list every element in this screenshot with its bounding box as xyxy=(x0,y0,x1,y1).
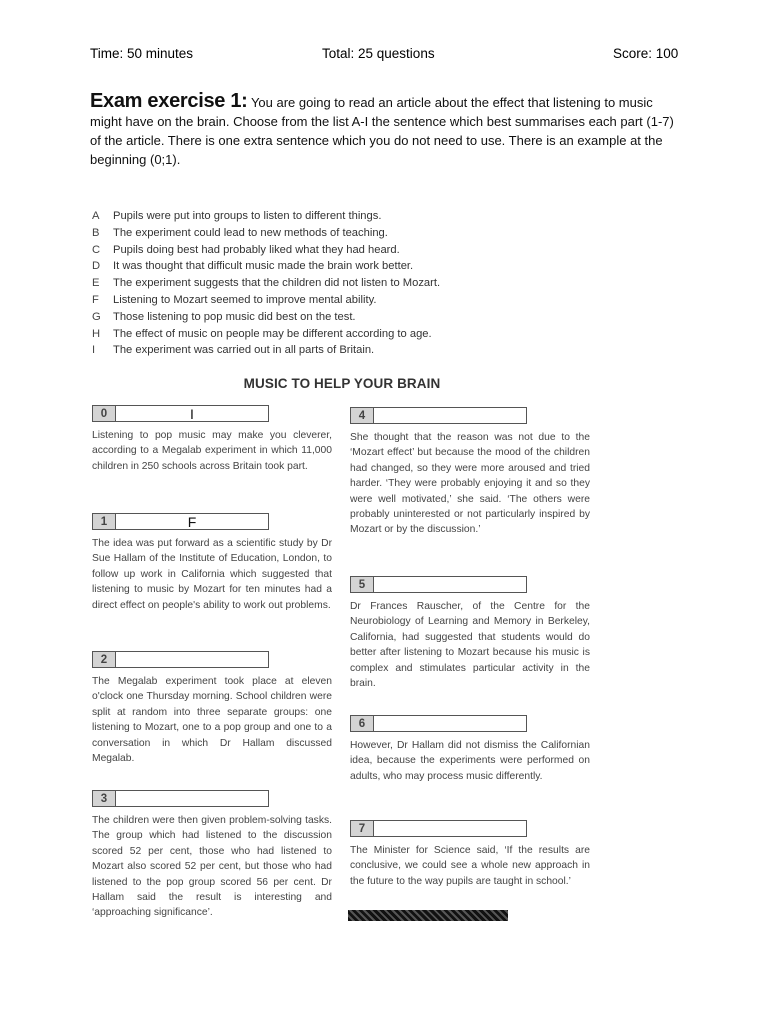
option-text: The experiment was carried out in all parts of Britain. xyxy=(113,344,375,357)
answer-value xyxy=(116,791,268,806)
article-title: MUSIC TO HELP YOUR BRAIN xyxy=(243,376,441,391)
answer-value: F xyxy=(187,513,197,530)
exercise-title: Exam exercise 1: xyxy=(90,90,248,112)
answer-value xyxy=(116,652,268,667)
option-letter: B xyxy=(92,226,100,239)
option-letter: A xyxy=(92,210,100,222)
option-text: Pupils doing best had probably liked what they had heard. xyxy=(113,243,400,256)
option-item xyxy=(92,258,512,275)
option-item xyxy=(92,225,512,242)
option-item xyxy=(92,309,512,326)
article-section-7 xyxy=(350,820,590,889)
section-number: 4 xyxy=(351,408,374,423)
question-total: Total: 25 questions xyxy=(322,46,435,61)
option-item xyxy=(92,208,512,225)
section-text: The Megalab experiment took place at eleven o'clock one Thursday morning. School children were split at random into three separate groups: one listening to Mozart, one to a pop group and one to a conversation in which Dr Hallam discussed Megalab. xyxy=(92,676,332,765)
answer-box[interactable] xyxy=(350,407,527,424)
option-letter: H xyxy=(92,327,101,340)
score-total: Score: 100 xyxy=(613,46,679,61)
section-number: 0 xyxy=(93,406,116,421)
answer-box[interactable] xyxy=(350,820,527,837)
answer-value xyxy=(374,716,526,731)
option-text: Those listening to pop music did best on the test. xyxy=(113,310,356,323)
section-number: 1 xyxy=(93,514,116,529)
section-text: She thought that the reason was not due to the ‘Mozart effect’ but because the mood of the children had changed, so they were more aroused and tried harder. ‘They were probably enjoying it and so they were well motivated,’ she said. ‘The others were probably uninterested or not particularly inspired by Mozart or by the discussion.’ xyxy=(350,432,590,536)
option-letter: C xyxy=(92,243,101,256)
answer-box[interactable] xyxy=(350,715,527,732)
option-letter: D xyxy=(92,260,101,273)
section-text: The Minister for Science said, ‘If the results are conclusive, we could see a whole new approach in the future to the way pupils are taught in school.’ xyxy=(350,845,590,887)
section-number: 5 xyxy=(351,577,374,592)
option-text: The effect of music on people may be different according to age. xyxy=(113,327,432,340)
answer-value xyxy=(374,577,526,592)
section-number: 3 xyxy=(93,791,116,806)
option-letter: G xyxy=(92,310,101,323)
answer-value: I xyxy=(190,405,194,422)
option-letter: F xyxy=(92,293,99,306)
instructions-text: You are going to read an article about the effect that listening to music might have on the brain. Choose from the list A-I the sentence which best summarises each part (1-7) of the article. There is one extra sentence which you do not need to use. There is an example at the beginning (0;1). xyxy=(90,95,674,167)
article-section-4 xyxy=(350,407,590,538)
exercise-instructions xyxy=(90,92,680,169)
answer-box[interactable] xyxy=(92,651,269,668)
answer-box[interactable] xyxy=(92,513,269,530)
option-item xyxy=(92,342,512,359)
article-section-1 xyxy=(92,513,332,613)
section-text: Listening to pop music may make you cleverer, according to a Megalab experiment in which 11,000 children in 250 schools across Britain took part. xyxy=(92,430,332,472)
option-text: It was thought that difficult music made the brain work better. xyxy=(113,260,414,273)
section-text: The idea was put forward as a scientific study by Dr Sue Hallam of the Institute of Education, London, to follow up work in California which suggested that listening to music by Mozart for ten minutes had a direct effect on people's ability to work out problems. xyxy=(92,538,332,611)
answer-box[interactable] xyxy=(92,405,269,422)
redaction-mark xyxy=(348,910,508,921)
option-text: Listening to Mozart seemed to improve mental ability. xyxy=(113,293,377,306)
option-item xyxy=(92,242,512,259)
article-section-2 xyxy=(92,651,332,766)
option-item xyxy=(92,275,512,292)
answer-value xyxy=(374,821,526,836)
article-section-3 xyxy=(92,790,332,921)
answer-box[interactable] xyxy=(92,790,269,807)
option-letter: I xyxy=(92,344,96,357)
time-limit: Time: 50 minutes xyxy=(90,46,194,61)
option-letter: E xyxy=(92,277,100,290)
section-number: 6 xyxy=(351,716,374,731)
article-section-0 xyxy=(92,405,332,474)
option-item xyxy=(92,326,512,343)
section-text: However, Dr Hallam did not dismiss the Californian idea, because the experiments were performed on adults, who may process music differently. xyxy=(350,740,590,782)
section-text: The children were then given problem-solving tasks. The group which had listened to the discussion scored 52 per cent, those who had listened to Mozart also scored 52 per cent, but those who had listened to the pop group scored 56 per cent. Dr Hallam said the result is interesting and ‘approaching significance’. xyxy=(92,815,332,919)
option-text: Pupils were put into groups to listen to different things. xyxy=(113,210,382,222)
answer-box[interactable] xyxy=(350,576,527,593)
section-text: Dr Frances Rauscher, of the Centre for the Neurobiology of Learning and Memory in Berkeley, California, had suggested that students would do better after listening to Mozart because his music is complex and stimulates particular activity in the brain. xyxy=(350,601,590,690)
article-section-5 xyxy=(350,576,590,691)
answer-value xyxy=(374,408,526,423)
option-text: The experiment suggests that the children did not listen to Mozart. xyxy=(113,277,441,290)
option-text: The experiment could lead to new methods of teaching. xyxy=(113,226,388,239)
section-number: 2 xyxy=(93,652,116,667)
section-number: 7 xyxy=(351,821,374,836)
summary-options-list xyxy=(92,208,512,359)
article-section-6 xyxy=(350,715,590,784)
option-item xyxy=(92,292,512,309)
